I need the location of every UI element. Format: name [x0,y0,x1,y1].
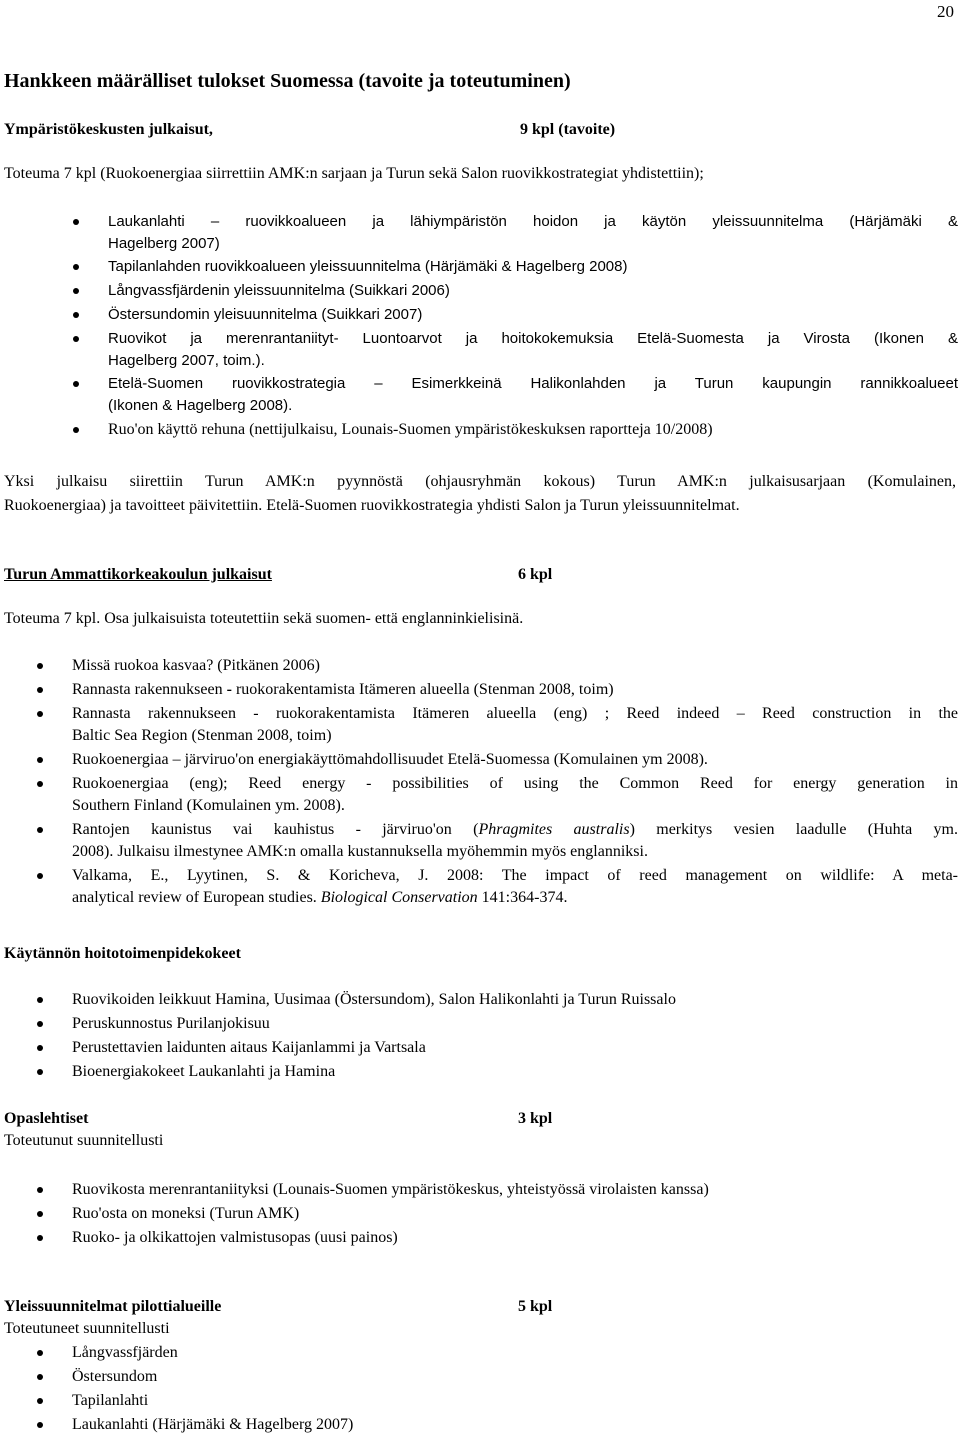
list-item: Långvassfjärden [72,1342,958,1364]
env-paragraph-line1: Yksi julkaisu siirettiin Turun AMK:n pyynnöstä (ohjausryhmän kokous) Turun AMK:n julkaisusarjaan (Komulainen, [4,473,956,490]
list-item: Tapilanlahti [72,1390,958,1412]
amk-heading: Turun Ammattikorkeakoulun julkaisut [4,566,272,583]
plans-heading: Yleissuunnitelmat pilottialueille [4,1298,222,1315]
env-count: 9 kpl (tavoite) [520,121,616,138]
list-item: Ruokoenergiaa – järviruo'on energiakäyttömahdollisuudet Etelä-Suomessa (Komulainen ym 2008). [72,749,958,771]
list-item: Östersundom [72,1366,958,1388]
list-item: Ruoko- ja olkikattojen valmistusopas (uusi painos) [72,1227,958,1249]
list-item: Ruovikoiden leikkuut Hamina, Uusimaa (Östersundom), Salon Halikonlahti ja Turun Ruissalo [72,989,958,1011]
plans-count: 5 kpl [518,1298,553,1315]
list-item: Ruokoenergiaa (eng); Reed energy - possibilities of using the Common Reed for energy generation in Southern Finland (Komulainen ym. 2008). [72,773,958,817]
list-item: Ruovikosta merenrantaniityksi (Lounais-Suomen ympäristökeskus, yhteistyössä virolaisten kanssa) [72,1179,958,1201]
env-toteuma: Toteuma 7 kpl (Ruokoenergiaa siirrettiin AMK:n sarjaan ja Turun sekä Salon ruovikkostrategiat yhdistettiin); [4,165,704,182]
amk-publication-list [72,655,958,909]
list-item: Etelä-Suomen ruovikkostrategia – Esimerkkeinä Halikonlahden ja Turun kaupungin rannikkoalueet (Ikonen & Hagelberg 2008). [108,373,958,417]
env-heading: Ympäristökeskusten julkaisut, [4,121,213,138]
list-item: Tapilanlahden ruovikkoalueen yleissuunnitelma (Härjämäki & Hagelberg 2008) [108,256,958,278]
amk-count: 6 kpl [518,566,553,583]
list-item: Östersundomin yleisuunnitelma (Suikkari 2007) [108,304,958,326]
guides-list [72,1179,958,1249]
page-title: Hankkeen määrälliset tulokset Suomessa (tavoite ja toteutuminen) [4,70,571,92]
list-item: Rannasta rakennukseen - ruokorakentamista Itämeren alueella (eng) ; Reed indeed – Reed construction in the Baltic Sea Region (Stenman 2008, toim) [72,703,958,747]
list-item: Laukanlahti (Härjämäki & Hagelberg 2007) [72,1414,958,1436]
guides-heading: Opaslehtiset [4,1110,89,1127]
amk-toteuma: Toteuma 7 kpl. Osa julkaisuista toteutettiin sekä suomen- että englanninkielisinä. [4,610,524,627]
practical-heading: Käytännön hoitotoimenpidekokeet [4,945,241,962]
guides-count: 3 kpl [518,1110,553,1127]
env-publication-list [108,211,958,441]
list-item: Missä ruokoa kasvaa? (Pitkänen 2006) [72,655,958,677]
env-paragraph-line2: Ruokoenergiaa) ja tavoitteet päivitettiin. Etelä-Suomen ruovikkostrategia yhdisti Salon ja Turun yleissuunnitelmat. [4,497,740,514]
list-item: Perustettavien laidunten aitaus Kaijanlammi ja Vartsala [72,1037,958,1059]
page-number: 20 [937,2,954,21]
list-item: Valkama, E., Lyytinen, S. & Koricheva, J. 2008: The impact of reed management on wildlife: A meta- analytical review of European studies. Biological Conservation 141:364-374. [72,865,958,909]
guides-subtitle: Toteutunut suunnitellusti [4,1132,164,1149]
practical-list [72,989,958,1083]
list-item: Peruskunnostus Purilanjokisuu [72,1013,958,1035]
list-item: Rantojen kaunistus vai kauhistus - järviruo'on (Phragmites australis) merkitys vesien laadulle (Huhta ym. 2008). Julkaisu ilmestynee AMK:n omalla kustannuksella myöhemmin myös englanniksi. [72,819,958,863]
list-item: Bioenergiakokeet Laukanlahti ja Hamina [72,1061,958,1083]
list-item: Ruo'osta on moneksi (Turun AMK) [72,1203,958,1225]
list-item: Ruovikot ja merenrantaniityt- Luontoarvot ja hoitokokemuksia Etelä-Suomesta ja Virosta (Ikonen & Hagelberg 2007, toim.). [108,328,958,372]
plans-list [72,1342,958,1436]
list-item: Rannasta rakennukseen - ruokorakentamista Itämeren alueella (Stenman 2008, toim) [72,679,958,701]
list-item: Laukanlahti – ruovikkoalueen ja lähiympäristön hoidon ja käytön yleissuunnitelma (Härjämäki & Hagelberg 2007) [108,211,958,255]
plans-subtitle: Toteutuneet suunnitellusti [4,1320,170,1337]
list-item: Långvassfjärdenin yleissuunnitelma (Suikkari 2006) [108,280,958,302]
list-item: Ruo'on käyttö rehuna (nettijulkaisu, Lounais-Suomen ympäristökeskuksen raportteja 10/2008) [108,419,958,441]
